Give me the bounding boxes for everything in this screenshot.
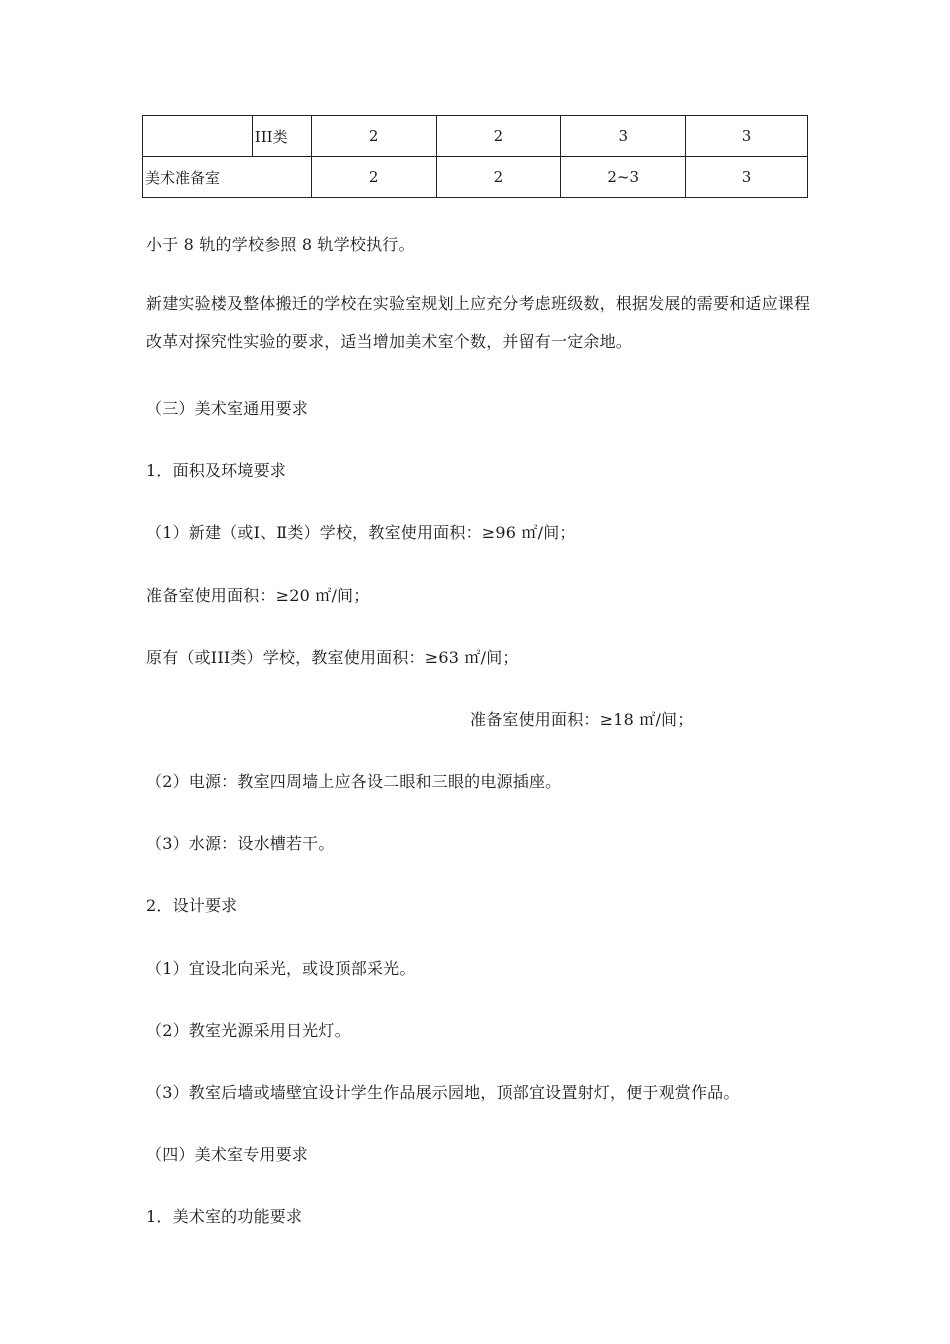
table-row (143, 116, 808, 157)
table-cell: 2~3 (561, 157, 686, 198)
paragraph: （1）新建（或Ⅰ、Ⅱ类）学校，教室使用面积：≥96 ㎡/间； (146, 523, 576, 542)
table-cell: 2 (311, 116, 436, 157)
section-heading: （四）美术室专用要求 (146, 1145, 309, 1164)
table-cell: 3 (686, 157, 808, 198)
table-cell: 2 (436, 157, 561, 198)
paragraph: （3）水源：设水槽若干。 (146, 834, 335, 853)
section-heading: （三）美术室通用要求 (146, 399, 309, 418)
paragraph: （2）电源：教室四周墙上应各设二眼和三眼的电源插座。 (146, 772, 562, 791)
table-cell: 2 (311, 157, 436, 198)
paragraph: （1）宜设北向采光，或设顶部采光。 (146, 959, 416, 978)
paragraph: （3）教室后墙或墙壁宜设计学生作品展示园地，顶部宜设置射灯，便于观赏作品。 (146, 1083, 740, 1102)
paragraph: 准备室使用面积：≥20 ㎡/间； (146, 586, 370, 605)
paragraph: 小于 8 轨的学校参照 8 轨学校执行。 (146, 235, 415, 254)
subheading: 2．设计要求 (146, 896, 238, 915)
table-cell: III类 (252, 116, 311, 157)
table-cell: 3 (686, 116, 808, 157)
table-cell: 2 (436, 116, 561, 157)
classroom-count-table (142, 115, 808, 198)
subheading: 1．面积及环境要求 (146, 461, 286, 480)
table-cell (143, 116, 253, 157)
subheading: 1．美术室的功能要求 (146, 1207, 303, 1226)
paragraph: 新建实验楼及整体搬迁的学校在实验室规划上应充分考虑班级数，根据发展的需要和适应课程改革对探究性实验的要求，适当增加美术室个数，并留有一定余地。 (146, 294, 811, 351)
table-row (143, 157, 808, 198)
paragraph: 原有（或III类）学校，教室使用面积：≥63 ㎡/间； (146, 648, 519, 667)
table-cell: 美术准备室 (143, 157, 312, 198)
paragraph: 准备室使用面积：≥18 ㎡/间； (470, 710, 694, 729)
table-cell: 3 (561, 116, 686, 157)
paragraph: （2）教室光源采用日光灯。 (146, 1021, 351, 1040)
